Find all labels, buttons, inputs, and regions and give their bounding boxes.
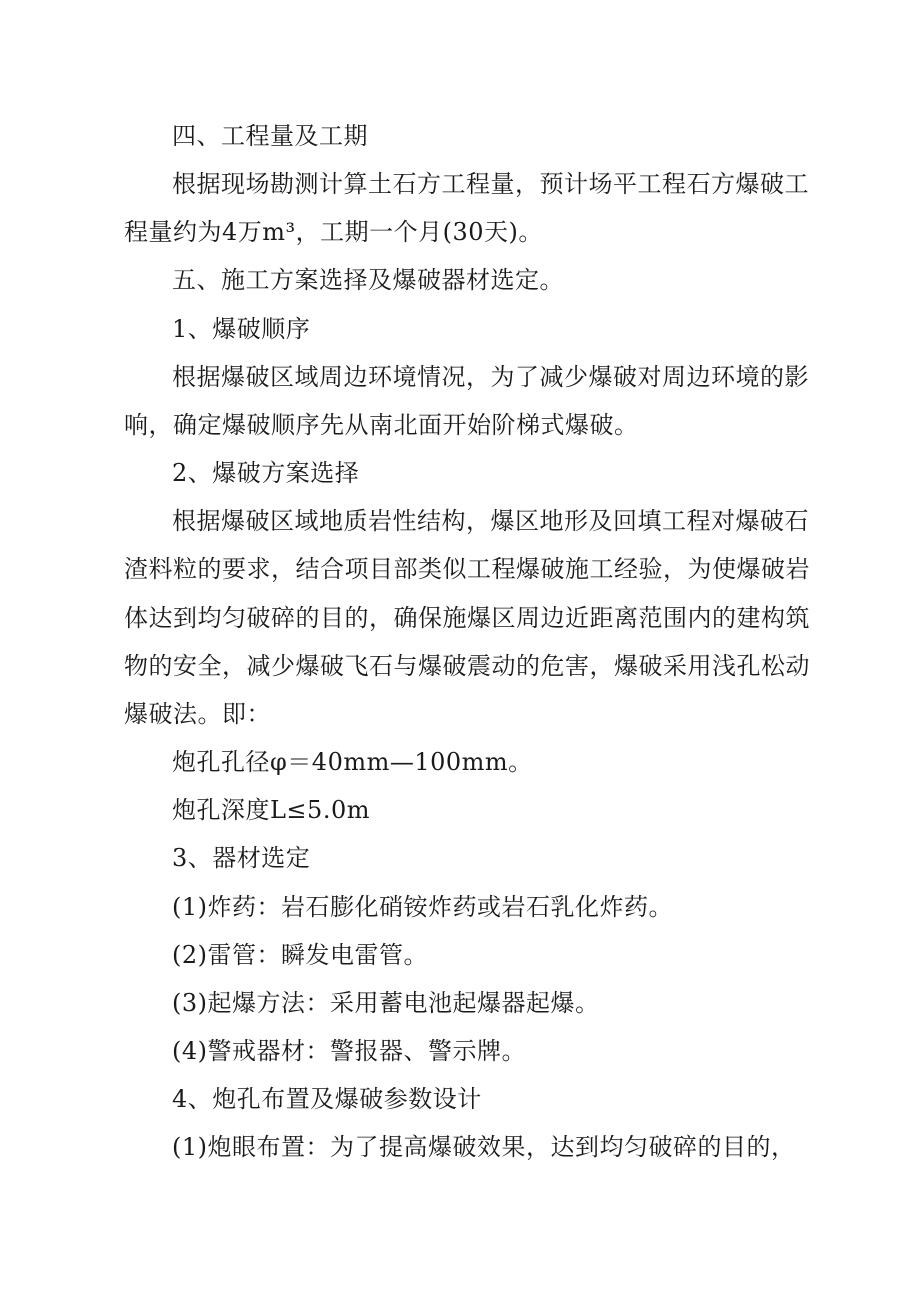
section-heading-5: 五、施工方案选择及爆破器材选定。 (172, 266, 564, 294)
paragraph-line: 物的安全，减少爆破飞石与爆破震动的危害，爆破采用浅孔松动 (124, 652, 810, 680)
subheading-3: 3、器材选定 (172, 844, 311, 872)
list-item-initiation-method: (3)起爆方法：采用蓄电池起爆器起爆。 (172, 989, 600, 1017)
list-item-detonator: (2)雷管：瞬发电雷管。 (172, 941, 428, 969)
paragraph-line: 程量约为4万m³，工期一个月(30天)。 (124, 218, 543, 246)
paragraph-line: 根据爆破区域地质岩性结构，爆区地形及回填工程对爆破石 (172, 507, 809, 535)
paragraph-line: 体达到均匀破碎的目的，确保施爆区周边近距离范围内的建构筑 (124, 604, 810, 632)
parameter-hole-diameter: 炮孔孔径φ＝40mm—100mm。 (172, 748, 533, 776)
list-item-warning-equipment: (4)警戒器材：警报器、警示牌。 (172, 1037, 526, 1065)
paragraph-line: 渣料粒的要求，结合项目部类似工程爆破施工经验，为使爆破岩 (124, 555, 810, 583)
list-item-hole-layout: (1)炮眼布置：为了提高爆破效果，达到均匀破碎的目的， (172, 1133, 796, 1161)
subheading-1: 1、爆破顺序 (172, 315, 311, 343)
list-item-explosive: (1)炸药：岩石膨化硝铵炸药或岩石乳化炸药。 (172, 893, 673, 921)
parameter-hole-depth: 炮孔深度L≤5.0m (172, 796, 370, 824)
paragraph-line: 根据现场勘测计算土石方工程量，预计场平工程石方爆破工 (172, 170, 809, 198)
subheading-2: 2、爆破方案选择 (172, 459, 360, 487)
paragraph-line: 爆破法。即： (124, 700, 271, 728)
section-heading-4: 四、工程量及工期 (172, 122, 368, 150)
paragraph-line: 根据爆破区域周边环境情况，为了减少爆破对周边环境的影 (172, 363, 809, 391)
subheading-4: 4、炮孔布置及爆破参数设计 (172, 1085, 482, 1113)
paragraph-line: 响，确定爆破顺序先从南北面开始阶梯式爆破。 (124, 411, 639, 439)
